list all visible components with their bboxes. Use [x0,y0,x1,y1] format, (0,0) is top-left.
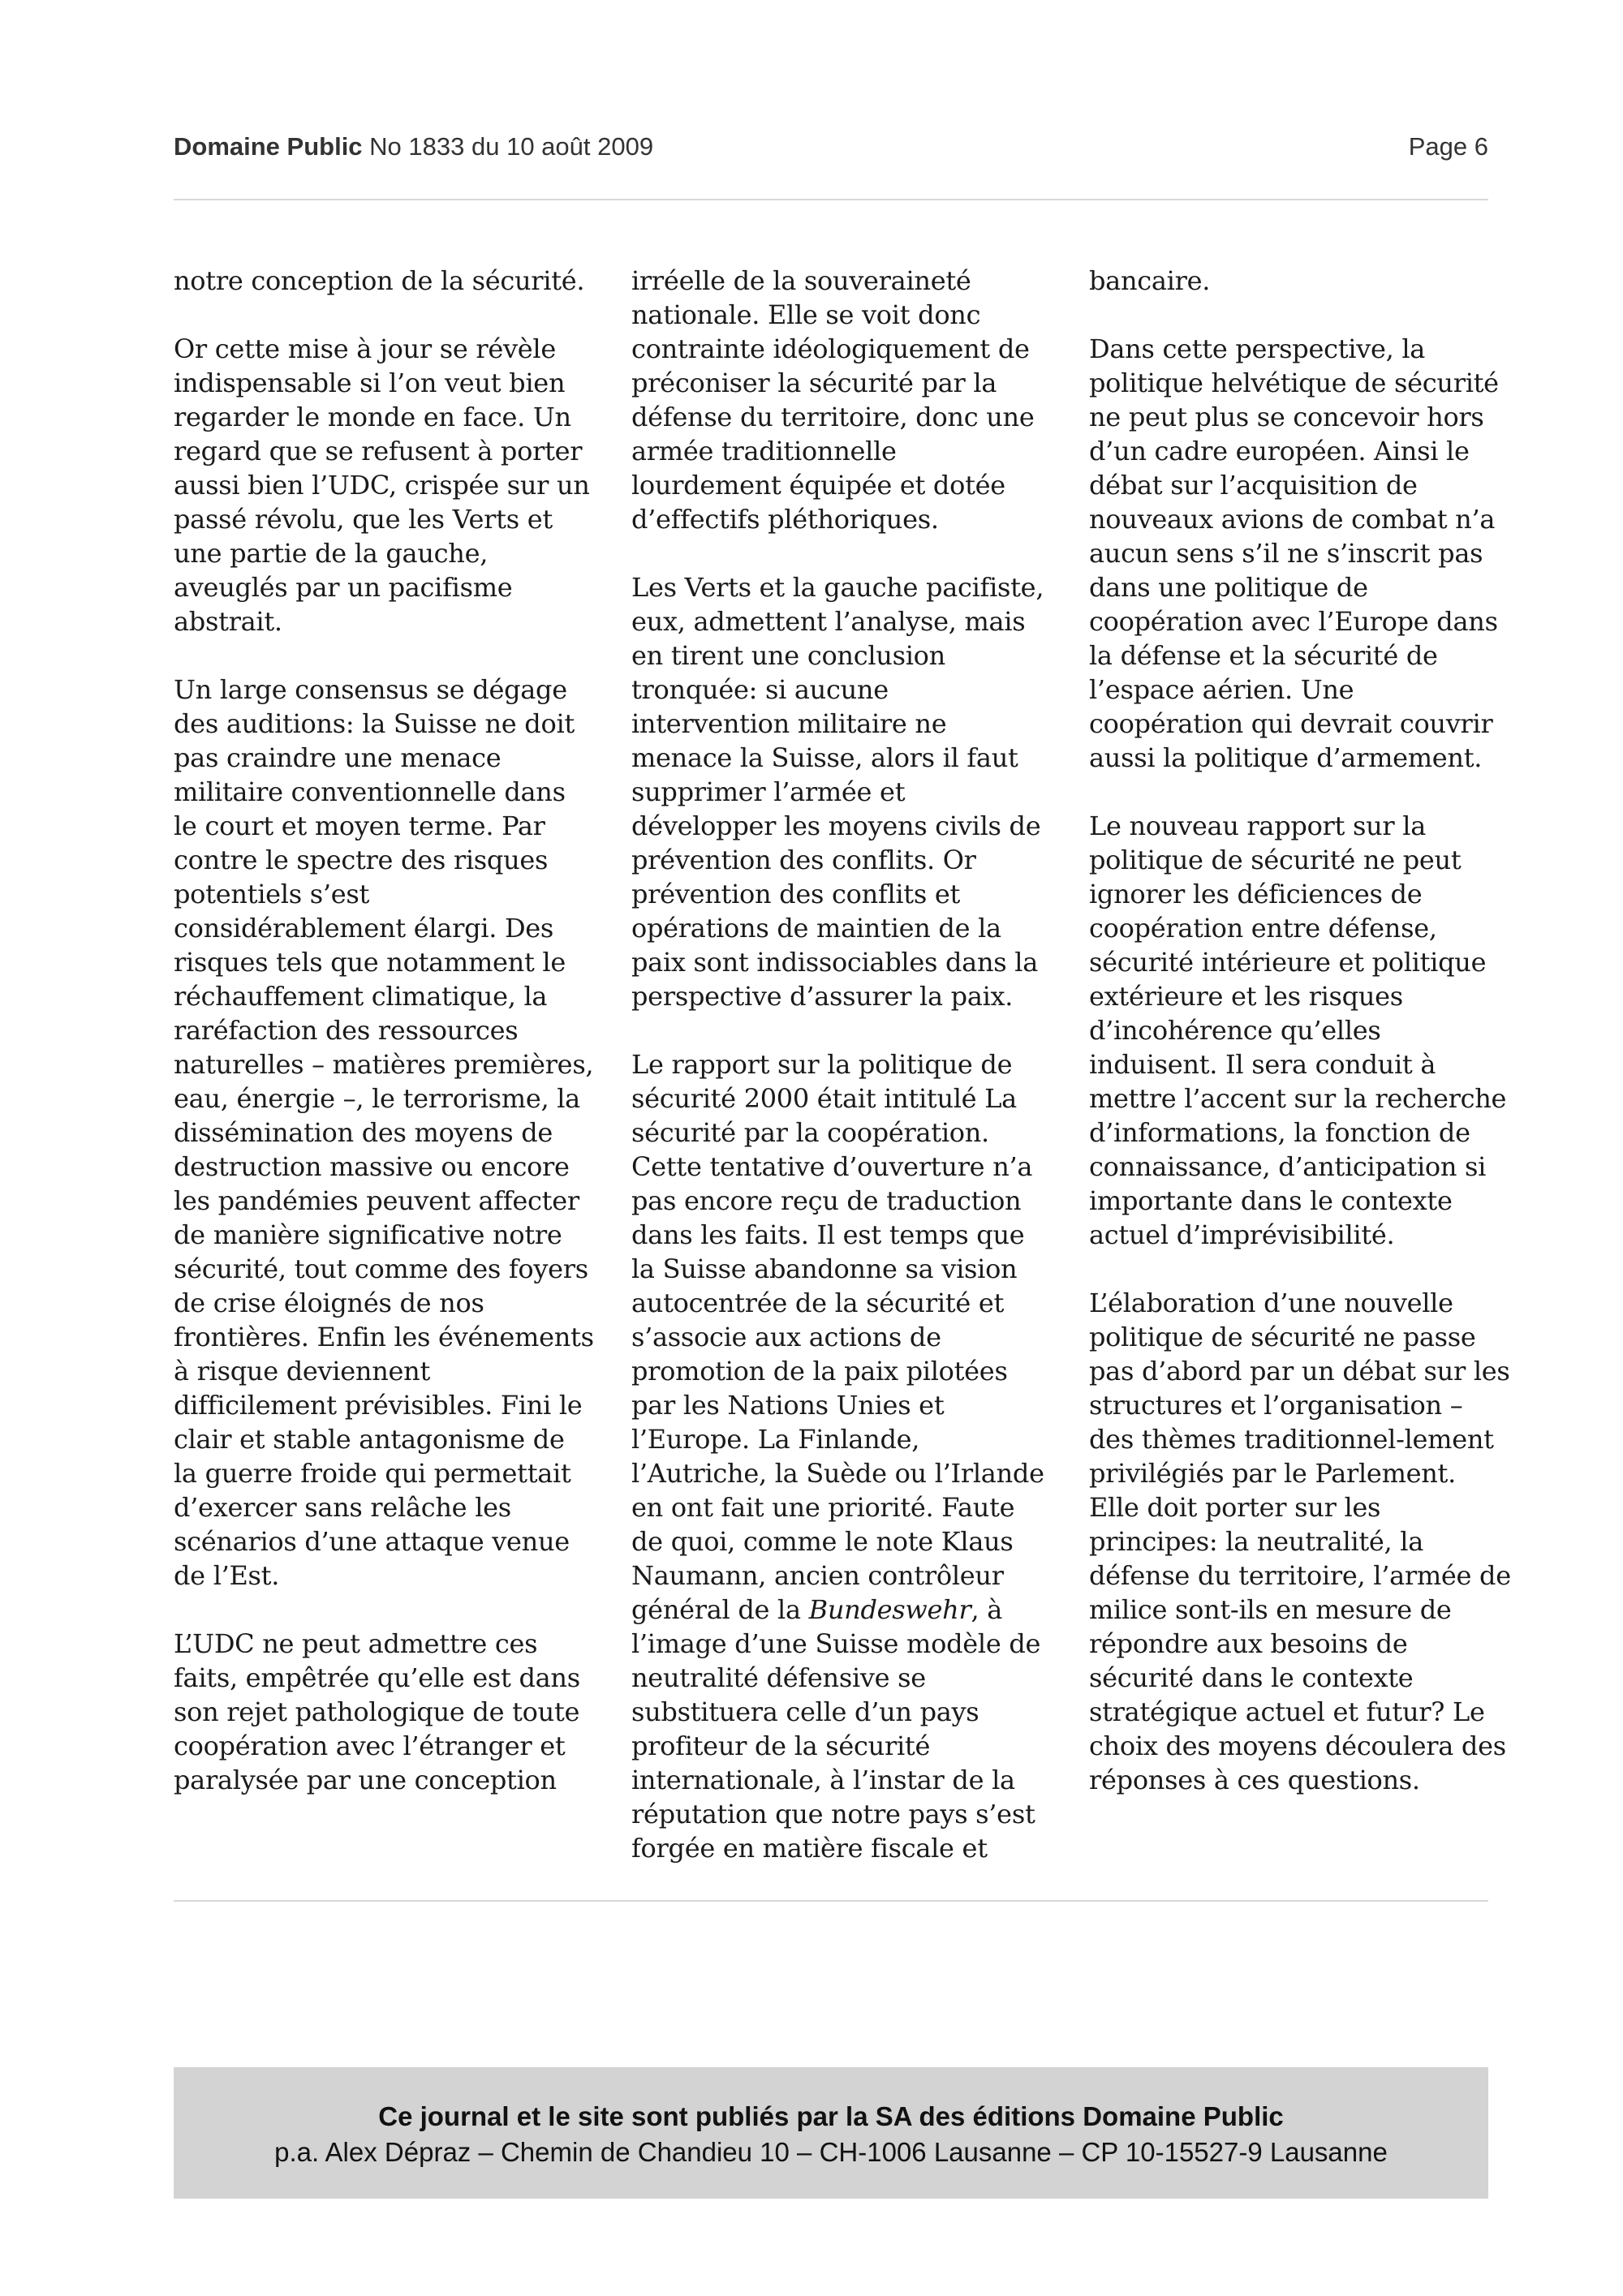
paragraph: Le nouveau rapport sur la politique de sécurité ne peut ignorer les déficiences de coopération entre défense, sécurité intérieure et politique extérieure et les risques d’incohérence qu’elles induisent. Il sera conduit à mettre l’accent sur la recherche d’informations, la fonction de connaissance, d’anticipation si importante dans le contexte actuel d’imprévisibilité. [1089,810,1507,1250]
paragraph: L’UDC ne peut admettre ces faits, empêtrée qu’elle est dans son rejet pathologique de toute coopération avec l’étranger et paralysée par une conception [174,1628,580,1795]
publication-name: Domaine Public [174,132,363,161]
paragraph [631,1047,1053,1865]
publisher-line: Ce journal et le site sont publiés par la SA des éditions Domaine Public [378,2101,1284,2131]
paragraph: L’élaboration d’une nouvelle politique de sécurité ne passe pas d’abord par un débat sur les structures et l’organisation – des thèmes traditionnel-lement privilégiés par le Parlement. Elle doit porter sur les principes: la neutralité, la défense du territoire, l’armée de milice sont-ils en mesure de répondre aux besoins de sécurité dans le contexte stratégique actuel et futur? Le choix des moyens découlera des réponses à ces questions. [1089,1288,1511,1795]
paragraph: bancaire. [1089,265,1211,296]
paragraph: Or cette mise à jour se révèle indispensable si l’on veut bien regarder le monde en face. Un regard que se refusent à porter aussi bien l’UDC, crispée sur un passé révolu, que les Verts et une partie de la gauche, aveuglés par un pacifisme abstrait. [174,333,590,637]
page-header [174,132,1488,168]
italic-term: Bundeswehr [808,1594,971,1625]
paragraph: irréelle de la souveraineté nationale. Elle se voit donc contrainte idéologiquement de préconiser la sécurité par la défense du territoire, donc une armée traditionnelle lourdement équipée et dotée d’effectifs pléthoriques. [631,265,1035,535]
content-divider [174,1900,1488,1902]
article-column-1 [174,264,596,1831]
address-line: p.a. Alex Dépraz – Chemin de Chandieu 10 – CH-1006 Lausanne – CP 10-15527-9 Lausanne [274,2137,1388,2167]
article-column-3 [1089,264,1511,1831]
paragraph: Dans cette perspective, la politique helvétique de sécurité ne peut plus se concevoir hors d’un cadre européen. Ainsi le débat sur l’acquisition de nouveaux avions de combat n’a aucun sens s’il ne s’inscrit pas dans une politique de coopération avec l’Europe dans la défense et la sécurité de l’espace aérien. Une coopération qui devrait couvrir aussi la politique d’armement. [1089,333,1499,773]
text-span: , à l’image d’une Suisse modèle de neutralité défensive se substituera celle d’un pays profiteur de la sécurité internationale, à l’instar de la réputation que notre pays s’est forgée en matière fiscale et [631,1594,1041,1864]
issue-info: No 1833 du 10 août 2009 [369,132,654,161]
paragraph: notre conception de la sécurité. [174,265,585,296]
page-number: Page 6 [1408,132,1488,161]
header-divider [174,199,1488,200]
publisher-footer [174,2067,1488,2199]
text-span: Le rapport sur la politique de sécurité 2000 était intitulé La sécurité par la coopération. Cette tentative d’ouverture n’a pas encore reçu de traduction dans les faits. Il est temps que la Suisse abandonne sa vision autocentrée de la sécurité et s’associe aux actions de promotion de la paix pilotées par les Nations Unies et l’Europe. La Finlande, l’Autriche, la Suède ou l’Irlande en ont fait une priorité. Faute de quoi, comme le note Klaus Naumann, ancien contrôleur général de la [631,1049,1044,1625]
article-column-2 [631,264,1053,1899]
paragraph: Un large consensus se dégage des auditions: la Suisse ne doit pas craindre une menace militaire conventionnelle dans le court et moyen terme. Par contre le spectre des risques potentiels s’est considérablement élargi. Des risques tels que notamment le réchauffement climatique, la raréfaction des ressources naturelles – matières premières, eau, énergie –, le terrorisme, la dissémination des moyens de destruction massive ou encore les pandémies peuvent affecter de manière significative notre sécurité, tout comme des foyers de crise éloignés de nos frontières. Enfin les événements à risque deviennent difficilement prévisibles. Fini le clair et stable antagonisme de la guerre froide qui permettait d’exercer sans relâche les scénarios d’une attaque venue de l’Est. [174,674,594,1591]
paragraph: Les Verts et la gauche pacifiste, eux, admettent l’analyse, mais en tirent une conclusion tronquée: si aucune intervention militaire ne menace la Suisse, alors il faut supprimer l’armée et développer les moyens civils de prévention des conflits. Or prévention des conflits et opérations de maintien de la paix sont indissociables dans la perspective d’assurer la paix. [631,572,1044,1012]
